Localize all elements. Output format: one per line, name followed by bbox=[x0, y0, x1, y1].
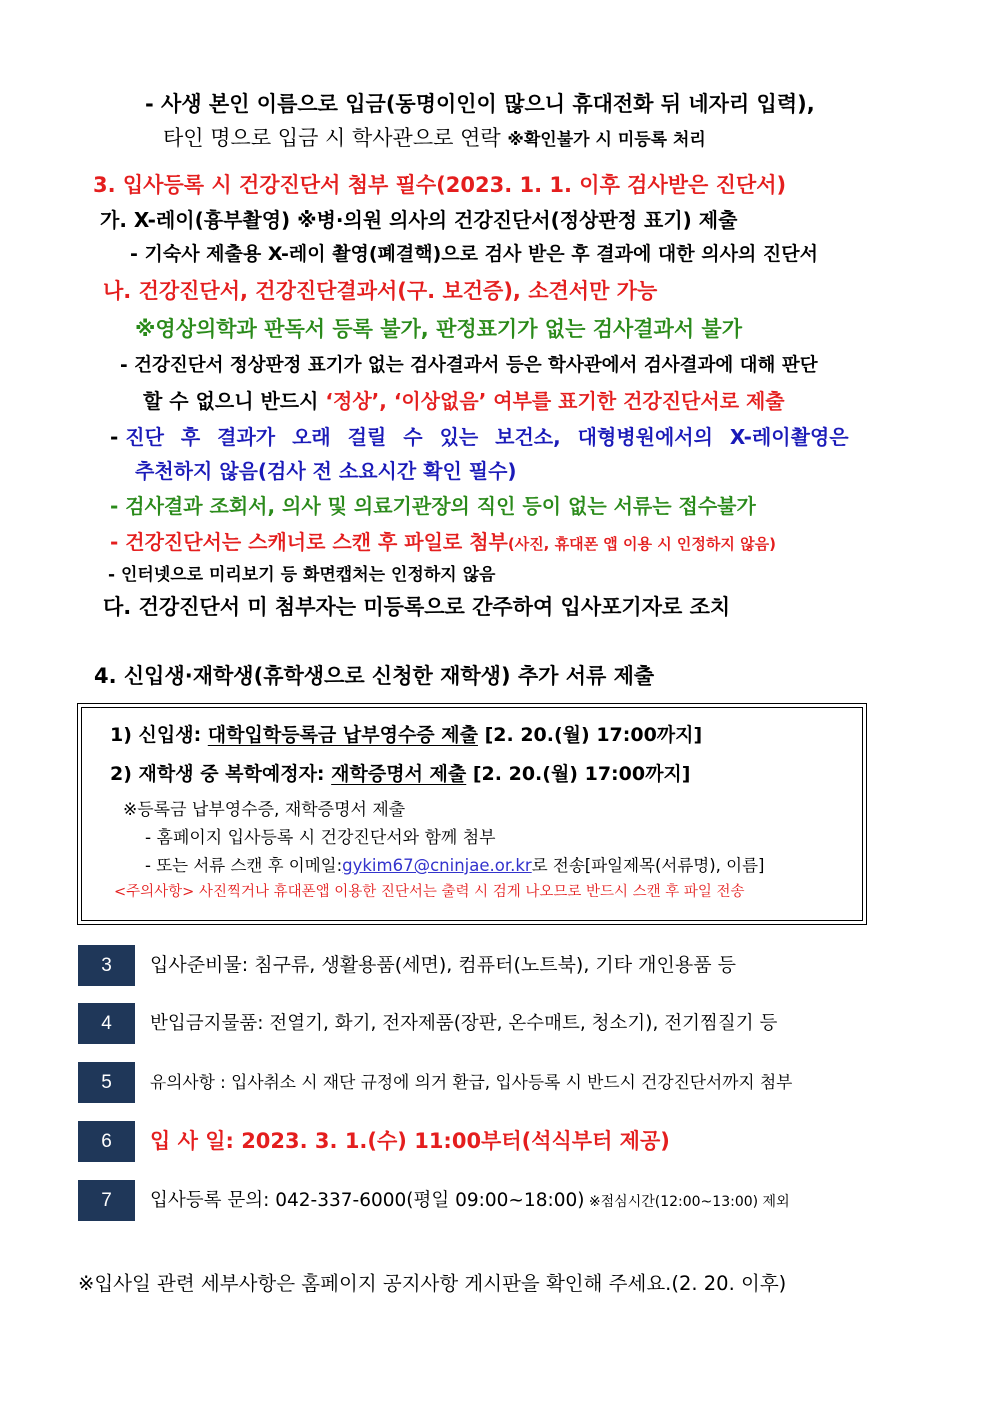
section3-bullet2-text: 진단 후 결과가 오래 걸릴 수 있는 보건소, 대형병원에서의 X-레이촬영은 bbox=[125, 425, 849, 449]
item-4-text: 반입금지물품: 전열기, 화기, 전자제품(장판, 온수매트, 청소기), 전기찜질기 등 bbox=[150, 1013, 778, 1034]
section4-item-1-label: 1) 신입생: bbox=[110, 724, 208, 746]
section4-item-1 bbox=[110, 724, 702, 747]
item-7-note: ※점심시간(12:00~13:00) 제외 bbox=[584, 1194, 790, 1210]
section3-bullet3: - 검사결과 조회서, 의사 및 의료기관장의 직인 등이 없는 서류는 접수불가 bbox=[110, 494, 756, 518]
section3-bullet1-line2-b: ‘정상’, ‘이상없음’ 여부를 표기한 건강진단서로 제출 bbox=[325, 389, 785, 413]
section3-bullet5: - 인터넷으로 미리보기 등 화면캡처는 인정하지 않음 bbox=[108, 565, 496, 585]
section3-na: 나. 건강진단서, 건강진단결과서(구. 보건증), 소견서만 가능 bbox=[103, 279, 658, 303]
item-7-text bbox=[150, 1180, 790, 1223]
section3-heading: 3. 입사등록 시 건강진단서 첨부 필수(2023. 1. 1. 이후 검사받은 진단서) bbox=[93, 173, 787, 197]
section3-bullet4-a: - 건강진단서는 스캐너로 스캔 후 파일로 첨부 bbox=[110, 530, 508, 554]
section4-note-sub2-b: 로 전송[파일제목(서류명), 이름] bbox=[531, 856, 765, 875]
item-5-text: 유의사항 : 입사취소 시 재단 규정에 의거 환급, 입사등록 시 반드시 건강진단서까지 첨부 bbox=[150, 1072, 793, 1092]
intro-line-1: - 사생 본인 이름으로 입금(동명이인이 많으니 휴대전화 뒤 네자리 입력), bbox=[145, 92, 815, 116]
section3-bullet1-line2 bbox=[143, 389, 785, 413]
item-3-number-badge: 3 bbox=[78, 945, 135, 986]
section4-note-sub2 bbox=[145, 856, 764, 876]
email-link[interactable]: gykim67@cninjae.or.kr bbox=[342, 856, 532, 875]
section4-item-1-deadline: [2. 20.(월) 17:00까지] bbox=[477, 724, 703, 746]
section4-note: ※등록금 납부영수증, 재학증명서 제출 bbox=[123, 800, 406, 820]
intro-line-2-main: 타인 명으로 입금 시 학사관으로 연락 bbox=[163, 126, 508, 150]
section4-item-2-deadline: [2. 20.(월) 17:00까지] bbox=[466, 763, 691, 785]
section3-bullet2-line1 bbox=[110, 425, 849, 449]
section4-caution: <주의사항> 사진찍거나 휴대폰앱 이용한 진단서는 출력 시 검게 나오므로 반드시 스캔 후 파일 전송 bbox=[114, 884, 745, 900]
section3-na-note: ※영상의학과 판독서 등록 불가, 판정표기가 없는 검사결과서 불가 bbox=[135, 317, 743, 341]
item-5-number-badge: 5 bbox=[78, 1062, 135, 1103]
section4-item-2-doc: 재학증명서 제출 bbox=[331, 763, 467, 785]
section4-item-2-label: 2) 재학생 중 복학예정자: bbox=[110, 763, 332, 785]
item-4-number-badge: 4 bbox=[78, 1003, 135, 1044]
section3-bullet4 bbox=[110, 530, 776, 554]
section4-note-sub2-a: - 또는 서류 스캔 후 이메일: bbox=[145, 856, 343, 875]
section4-item-2 bbox=[110, 763, 690, 786]
item-6-number-badge: 6 bbox=[78, 1121, 135, 1162]
section4-note-sub1: - 홈페이지 입사등록 시 건강진단서와 함께 첨부 bbox=[145, 828, 496, 848]
section4-item-1-doc: 대학입학등록금 납부영수증 제출 bbox=[207, 724, 478, 746]
section3-ga: 가. X-레이(흉부촬영) ※병·의원 의사의 건강진단서(정상판정 표기) 제출 bbox=[100, 208, 738, 232]
intro-line-2 bbox=[163, 126, 706, 151]
item-7-number-badge: 7 bbox=[78, 1180, 135, 1221]
section3-ga-sub: - 기숙사 제출용 X-레이 촬영(폐결핵)으로 검사 받은 후 결과에 대한 의사의 진단서 bbox=[130, 243, 818, 265]
section3-da: 다. 건강진단서 미 첨부자는 미등록으로 간주하여 입사포기자로 조치 bbox=[103, 595, 731, 619]
item-7-main: 입사등록 문의: 042-337-6000(평일 09:00~18:00) bbox=[150, 1190, 585, 1211]
item-3-text: 입사준비물: 침구류, 생활용품(세면), 컴퓨터(노트북), 기타 개인용품 등 bbox=[150, 954, 736, 976]
section3-bullet1-line2-a: 할 수 없으니 반드시 bbox=[143, 389, 326, 413]
footer-note: ※입사일 관련 세부사항은 홈페이지 공지사항 게시판을 확인해 주세요.(2. 20. 이후) bbox=[78, 1272, 787, 1295]
item-6-text: 입 사 일: 2023. 3. 1.(수) 11:00부터(석식부터 제공) bbox=[150, 1129, 670, 1153]
section3-bullet4-b: (사진, 휴대폰 앱 이용 시 인정하지 않음) bbox=[507, 535, 776, 553]
section4-heading: 4. 신입생·재학생(휴학생으로 신청한 재학생) 추가 서류 제출 bbox=[94, 664, 655, 688]
section3-bullet1-line1: - 건강진단서 정상판정 표기가 없는 검사결과서 등은 학사관에서 검사결과에 대해 판단 bbox=[120, 355, 818, 376]
section3-bullet2-dash: - bbox=[110, 425, 126, 449]
intro-line-2-note: ※확인불가 시 미등록 처리 bbox=[507, 130, 706, 150]
section3-bullet2-line2: 추천하지 않음(검사 전 소요시간 확인 필수) bbox=[135, 459, 517, 483]
